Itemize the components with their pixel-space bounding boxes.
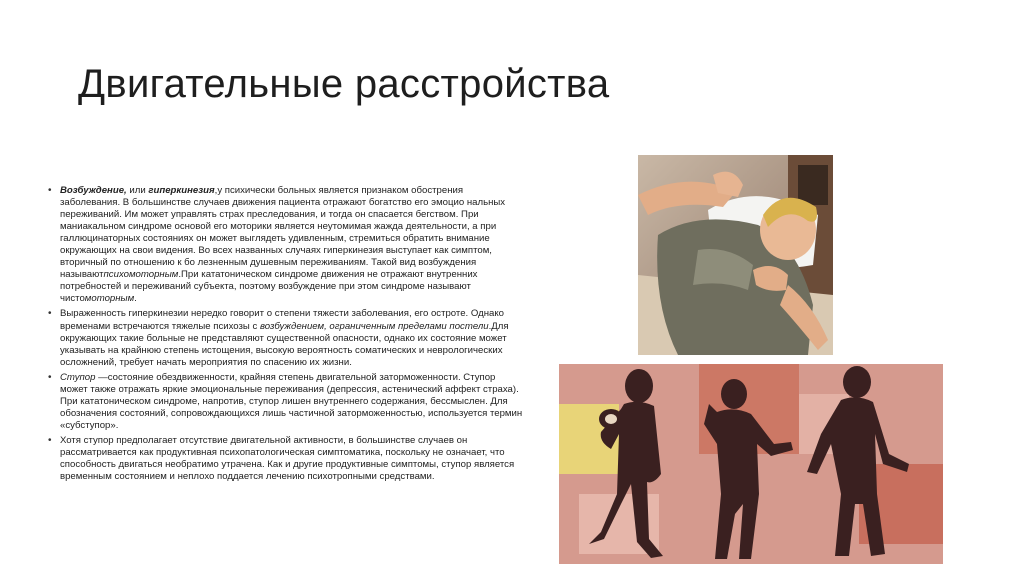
patient-photo-icon: [638, 155, 833, 355]
bullet-severity: [48, 308, 523, 368]
slide-title: Двигательные расстройства: [78, 62, 610, 106]
term-excitement: Возбуждение,: [60, 185, 127, 196]
dancing-silhouettes-icon: [559, 364, 943, 564]
term-motor: моторным: [84, 293, 135, 305]
silhouettes-illustration: [559, 364, 943, 564]
bullet-text: .Для окружающих такие больные не представляют существенной опасности, однако их состояние может указывать на крайнюю степень истощения, высокую вероятность соматических и неврологических осложнений, требует начать мероприятия по спасению их жизни.: [60, 320, 509, 368]
bullet-stupor: [48, 372, 523, 432]
term-psychomotor: психомоторным: [103, 269, 179, 281]
term-bed-limited: возбуждением, ограниченным пределами постели: [259, 320, 489, 332]
body-text: [48, 185, 523, 486]
bullet-excitement: [48, 185, 523, 305]
bullet-stupor-productive: [48, 435, 523, 483]
term-hyperkinesia: гиперкинезия: [148, 185, 215, 196]
bullet-text: .При кататоническом синдроме движения не отражают внутренних потребностей и переживаний субъекта, поэтому возбуждение при этом синдроме называют чисто: [60, 269, 478, 305]
term-joiner: или: [126, 185, 149, 196]
patient-photo: [638, 155, 833, 355]
bullet-text: ,у психически больных является признаком обострения заболевания. В большинстве случаев движения пациента отражают богатство его эмоцио нальных переживаний. Им может управлять страх преследования, и тогда он спасается бегством. При маниакальном синдроме основой его моторики является неутомимая жажда деятельности, а при галлюцинаторных состояниях он может выглядеть удивленным, стремиться обратить внимание окружающих на свои видения. Во всех названных случаях гиперкинезия выступает как симптом, вторичный по отношению к бо лезненным душевным переживаниям. Такой вид возбуждения называют: [60, 185, 506, 281]
term-stupor: Ступор: [60, 371, 96, 383]
bullet-text: Хотя ступор предполагает отсутствие двигательной активности, в большинстве случаев он рассматривается как продуктивная психопатологическая симптоматика, поскольку не означает, что способность двигаться необратимо утрачена. Как и другие продуктивные симптомы, ступор является временным состоянием и неплохо поддается лечению психотропными средствами.: [60, 434, 515, 483]
bullet-text: —состояние обездвиженности, крайняя степень двигательной заторможенности. Ступор может также отражать яркие эмоциональные переживания (депрессия, астенический аффект страха). При кататоническом синдроме, напротив, ступор лишен внутреннего содержания, бессмыслен. Для обозначения состояний, сопровождающихся лишь частичной заторможенностью, используется термин «субступор».: [60, 371, 523, 431]
bullet-text: .: [134, 293, 137, 305]
bullet-text: Выраженность гиперкинезии нередко говорит о степени тяжести заболевания, его остроте. Однако временами встречаются тяжелые психозы с: [60, 308, 505, 332]
